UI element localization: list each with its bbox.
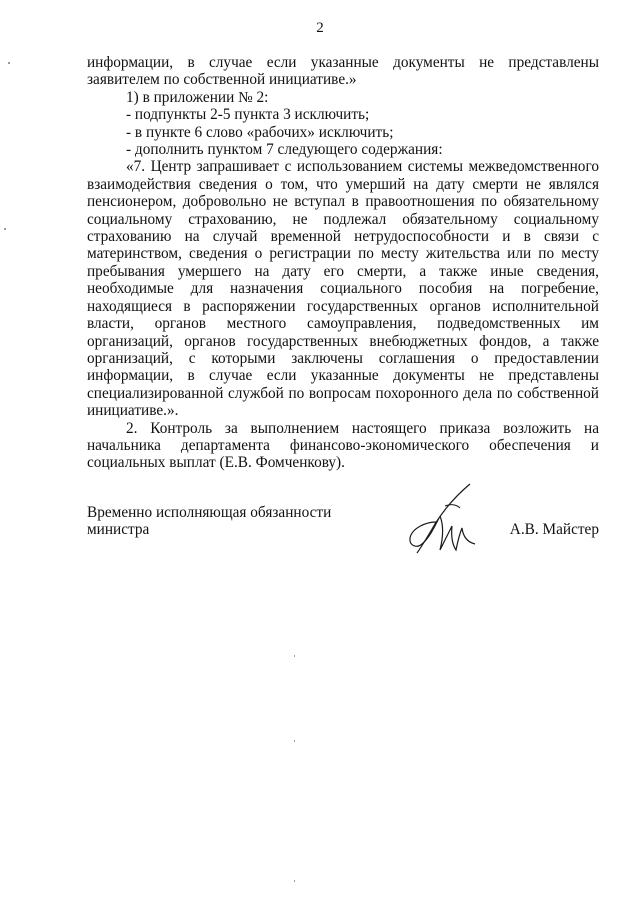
scan-dot — [4, 228, 6, 230]
list-item-subitems: - подпункты 2-5 пункта 3 исключить; — [126, 106, 370, 124]
text-line-continuation: информации, в случае если указанные документы не представлены — [87, 54, 599, 71]
signer-position: Временно исполняющая обязанности министра — [87, 504, 332, 539]
scan-dot — [294, 740, 295, 742]
list-item-add-clause: - дополнить пунктом 7 следующего содержания: — [126, 141, 443, 159]
text-line-end: заявителем по собственной инициативе.» — [87, 71, 357, 89]
document-body — [87, 54, 599, 472]
clause-7-paragraph: «7. Центр запрашивает с использованием системы межведомственного взаимодействия сведения о том, что умерший на дату смерти не являлся пенсионером, добровольно не вступал в правоотношения по обязательному социальному страхованию, не подлежал обязательному социальному страхованию на случай временной нетрудоспособности и в связи с материнством, сведения о регистрации по месту жительства или по месту пребывания умершего на дату его смерти, а также иные сведения, необходимые для назначения социального пособия на погребение, находящиеся в распоряжении государственных органов исполнительной власти, органов местного самоуправления, подведомственных им организаций, органов государственных внебюджетных фондов, а также организаций, с которыми заключены соглашения о предоставлении информации, в случае если указанные документы не представлены специализированной службой по вопросам похоронного дела по собственной инициативе.». — [87, 158, 599, 420]
scan-dot — [294, 655, 295, 657]
signature-block — [87, 500, 599, 560]
list-item-appendix: 1) в приложении № 2: — [126, 88, 269, 106]
page-number: 2 — [316, 20, 324, 36]
control-paragraph: 2. Контроль за выполнением настоящего приказа возложить на начальника департамента финансово-экономического обеспечения и социальных выплат (Е.В. Фомченкову). — [87, 419, 599, 472]
scan-dot — [294, 880, 295, 882]
list-item-word-removal: - в пункте 6 слово «рабочих» исключить; — [126, 123, 394, 141]
scan-dot — [8, 62, 10, 64]
signer-name: А.В. Майстер — [509, 521, 599, 538]
handwritten-signature-icon — [400, 478, 482, 560]
